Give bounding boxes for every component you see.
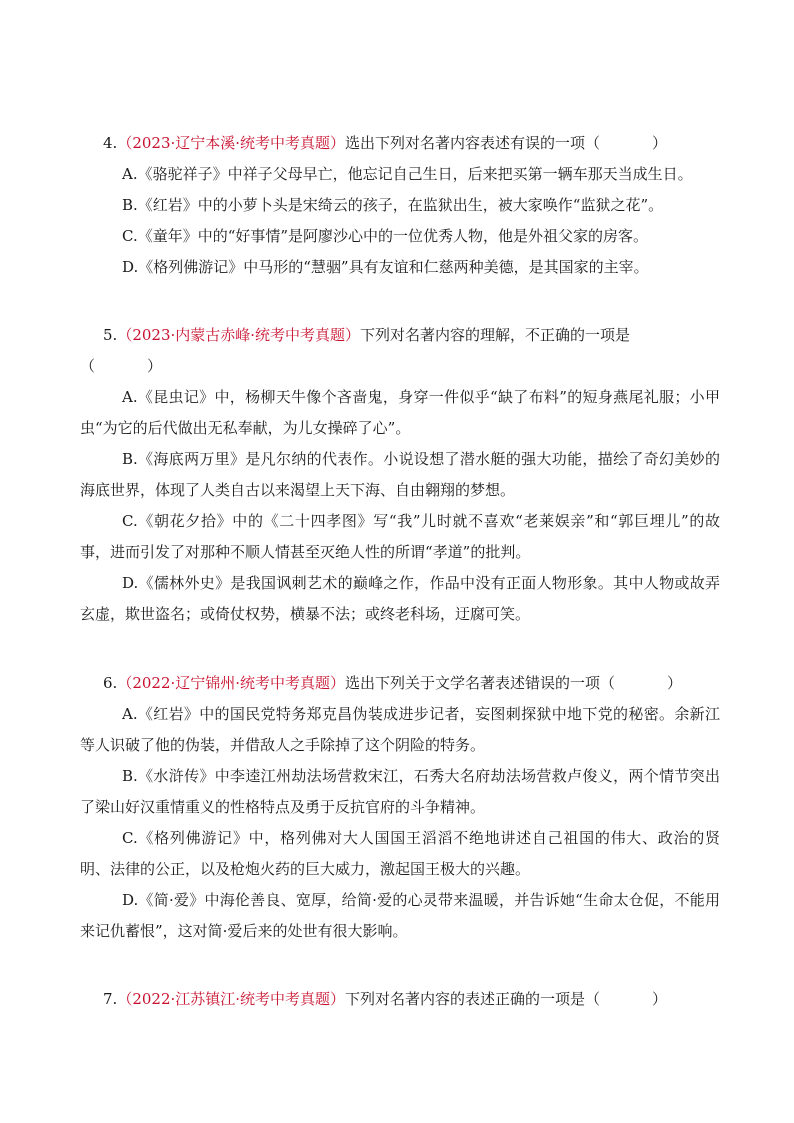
question-7 [80, 984, 720, 1015]
question-number: 6. [103, 674, 118, 692]
question-4 [80, 128, 720, 283]
question-number: 4. [103, 134, 118, 152]
option-d: D.《简·爱》中海伦善良、宽厚，给简·爱的心灵带来温暖，并告诉她“生命太仓促，不能用来记仇蓄恨”，这对简·爱后来的处世有很大影响。 [80, 891, 720, 940]
question-source: （2022·辽宁锦州·统考中考真题） [117, 674, 346, 692]
option-a: A.《红岩》中的国民党特务郑克昌伪装成进步记者，妄图刺探狱中地下党的秘密。余新江等人识破了他的伪装，并借敌人之手除掉了这个阴险的特务。 [80, 705, 720, 754]
option-d: D.《儒林外史》是我国讽刺艺术的巅峰之作，作品中没有正面人物形象。其中人物或故弄玄虚，欺世盗名；或倚仗权势，横暴不法；或终老科场，迂腐可笑。 [80, 574, 720, 623]
question-stem [80, 320, 720, 351]
question-paren-close: ） [667, 674, 683, 692]
option-c: C.《朝花夕拾》中的《二十四孝图》写“我”儿时就不喜欢“老莱娱亲”和“郭巨埋儿”的故事，进而引发了对那种不顺人情甚至灭绝人性的所谓“孝道”的批判。 [80, 512, 720, 561]
option-a: A.《骆驼祥子》中祥子父母早亡，他忘记自己生日，后来把买第一辆车那天当成生日。 [122, 165, 693, 183]
question-source: （2023·辽宁本溪·统考中考真题） [117, 134, 346, 152]
question-source: （2022·江苏镇江·统考中考真题） [117, 990, 346, 1008]
question-text: 选出下列对名著内容表述有误的一项（ [345, 134, 601, 152]
question-text: 选出下列关于文学名著表述错误的一项（ [345, 674, 616, 692]
question-number: 5. [103, 326, 118, 344]
option-d: D.《格列佛游记》中马形的“慧骃”具有友谊和仁慈两种美德，是其国家的主宰。 [122, 258, 649, 276]
question-text: 下列对名著内容的理解，不正确的一项是 [360, 326, 631, 344]
option-b: B.《海底两万里》是凡尔纳的代表作。小说设想了潜水艇的强大功能，描绘了奇幻美妙的海底世界，体现了人类自古以来渴望上天下海、自由翱翔的梦想。 [80, 450, 720, 499]
question-paren-close: ） [652, 134, 668, 152]
option-a: A.《昆虫记》中，杨柳天牛像个吝啬鬼，身穿一件似乎“缺了布料”的短身燕尾礼服；小甲虫“为它的后代做出无私奉献，为儿女操碎了心”。 [80, 388, 720, 437]
question-paren-close: ） [652, 990, 668, 1008]
question-stem-line2 [80, 351, 720, 382]
question-paren-open: （ [80, 357, 96, 375]
question-text: 下列对名著内容的表述正确的一项是（ [345, 990, 601, 1008]
option-c: C.《格列佛游记》中，格列佛对大人国国王滔滔不绝地讲述自己祖国的伟大、政治的贤明、法律的公正，以及枪炮火药的巨大威力，激起国王极大的兴趣。 [80, 829, 720, 878]
question-paren-close: ） [147, 357, 163, 375]
question-stem [80, 984, 720, 1015]
option-c: C.《童年》中的“好事情”是阿廖沙心中的一位优秀人物，他是外祖父家的房客。 [122, 227, 649, 245]
question-stem [80, 668, 720, 699]
question-5 [80, 320, 720, 630]
option-b: B.《水浒传》中李逵江州劫法场营救宋江，石秀大名府劫法场营救卢俊义，两个情节突出了梁山好汉重情重义的性格特点及勇于反抗官府的斗争精神。 [80, 767, 720, 816]
question-stem [80, 128, 720, 159]
question-number: 7. [103, 990, 118, 1008]
question-source: （2023·内蒙古赤峰·统考中考真题） [117, 326, 361, 344]
option-b: B.《红岩》中的小萝卜头是宋绮云的孩子，在监狱出生，被大家唤作“监狱之花”。 [122, 196, 664, 214]
question-6 [80, 668, 720, 947]
